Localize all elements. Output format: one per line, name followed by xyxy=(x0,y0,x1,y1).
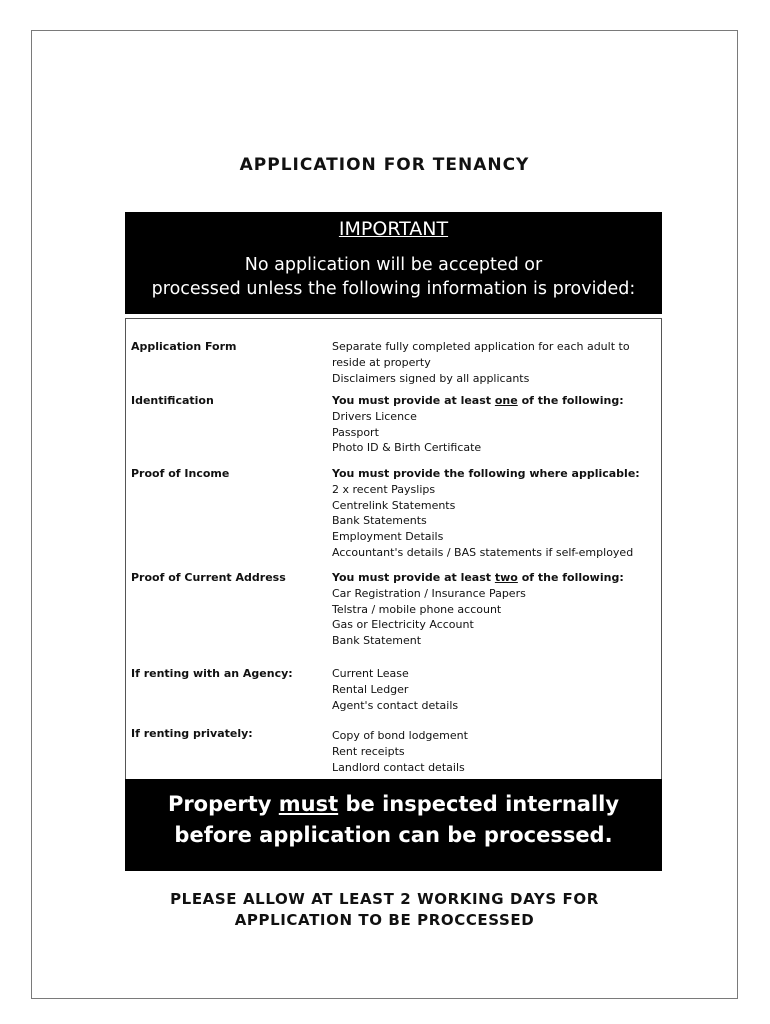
requirement-item: Rent receipts xyxy=(332,744,405,758)
requirement-item: Employment Details xyxy=(332,530,444,544)
requirement-details xyxy=(332,466,662,561)
footer-line-2: APPLICATION TO BE PROCCESSED xyxy=(234,911,535,929)
important-line-1: No application will be accepted or xyxy=(244,255,543,275)
notice-emphasis: must xyxy=(278,792,339,816)
instruction-text: You must provide at least xyxy=(332,394,495,407)
requirement-item: Passport xyxy=(332,425,379,439)
requirement-label: Proof of Current Address xyxy=(131,571,286,584)
requirement-label: If renting with an Agency: xyxy=(131,667,293,680)
requirement-instruction xyxy=(332,393,662,409)
instruction-emphasis: one xyxy=(494,394,518,407)
requirements-table xyxy=(125,318,662,780)
requirement-item: 2 x recent Payslips xyxy=(332,482,436,496)
requirement-item: Car Registration / Insurance Papers xyxy=(332,586,526,600)
requirement-item: Bank Statement xyxy=(332,634,422,648)
requirement-item: Gas or Electricity Account xyxy=(332,618,474,632)
requirement-item: Centrelink Statements xyxy=(332,498,456,512)
requirement-label: Application Form xyxy=(131,340,237,353)
requirement-item: Landlord contact details xyxy=(332,760,465,774)
requirement-item: Accountant's details / BAS statements if self-employed xyxy=(332,545,634,559)
requirement-details xyxy=(332,666,662,713)
important-banner xyxy=(125,212,662,314)
requirement-item: Disclaimers signed by all applicants xyxy=(332,371,530,385)
inspection-notice-line-2: before application can be processed. xyxy=(174,823,613,847)
important-line-2: processed unless the following information is provided: xyxy=(151,279,636,299)
notice-text: Property xyxy=(167,792,279,816)
important-message xyxy=(125,253,662,301)
footer-line-1: PLEASE ALLOW AT LEAST 2 WORKING DAYS FOR xyxy=(170,890,599,908)
requirement-item: Telstra / mobile phone account xyxy=(332,602,502,616)
instruction-text: of the following: xyxy=(517,571,624,584)
requirement-item: Drivers Licence xyxy=(332,409,417,423)
instruction-emphasis: two xyxy=(494,571,518,584)
requirement-item: Rental Ledger xyxy=(332,682,409,696)
requirement-item: Current Lease xyxy=(332,667,409,680)
requirement-item: Copy of bond lodgement xyxy=(332,729,468,742)
requirement-details xyxy=(332,728,662,775)
instruction-text: of the following: xyxy=(517,394,624,407)
requirement-label: Proof of Income xyxy=(131,467,230,480)
requirement-instruction: You must provide the following where applicable: xyxy=(332,467,640,480)
requirement-item: Bank Statements xyxy=(332,514,427,528)
page-title: APPLICATION FOR TENANCY xyxy=(239,155,530,175)
document-page xyxy=(31,30,738,999)
requirement-details xyxy=(332,339,662,386)
inspection-notice xyxy=(125,779,662,871)
instruction-text: You must provide at least xyxy=(332,571,495,584)
requirement-item: Photo ID & Birth Certificate xyxy=(332,441,482,455)
processing-time-note xyxy=(32,889,737,931)
notice-text: be inspected internally xyxy=(338,792,620,816)
inspection-notice-line-1 xyxy=(125,789,662,820)
important-heading: IMPORTANT xyxy=(338,218,449,240)
requirement-item: Agent's contact details xyxy=(332,698,459,712)
requirement-instruction xyxy=(332,570,662,586)
requirement-label: If renting privately: xyxy=(131,727,253,740)
requirement-details xyxy=(332,393,662,456)
requirement-details xyxy=(332,570,662,649)
requirement-item: reside at property xyxy=(332,355,431,369)
requirement-label: Identification xyxy=(131,394,214,407)
requirement-item: Separate fully completed application for each adult to xyxy=(332,340,630,353)
